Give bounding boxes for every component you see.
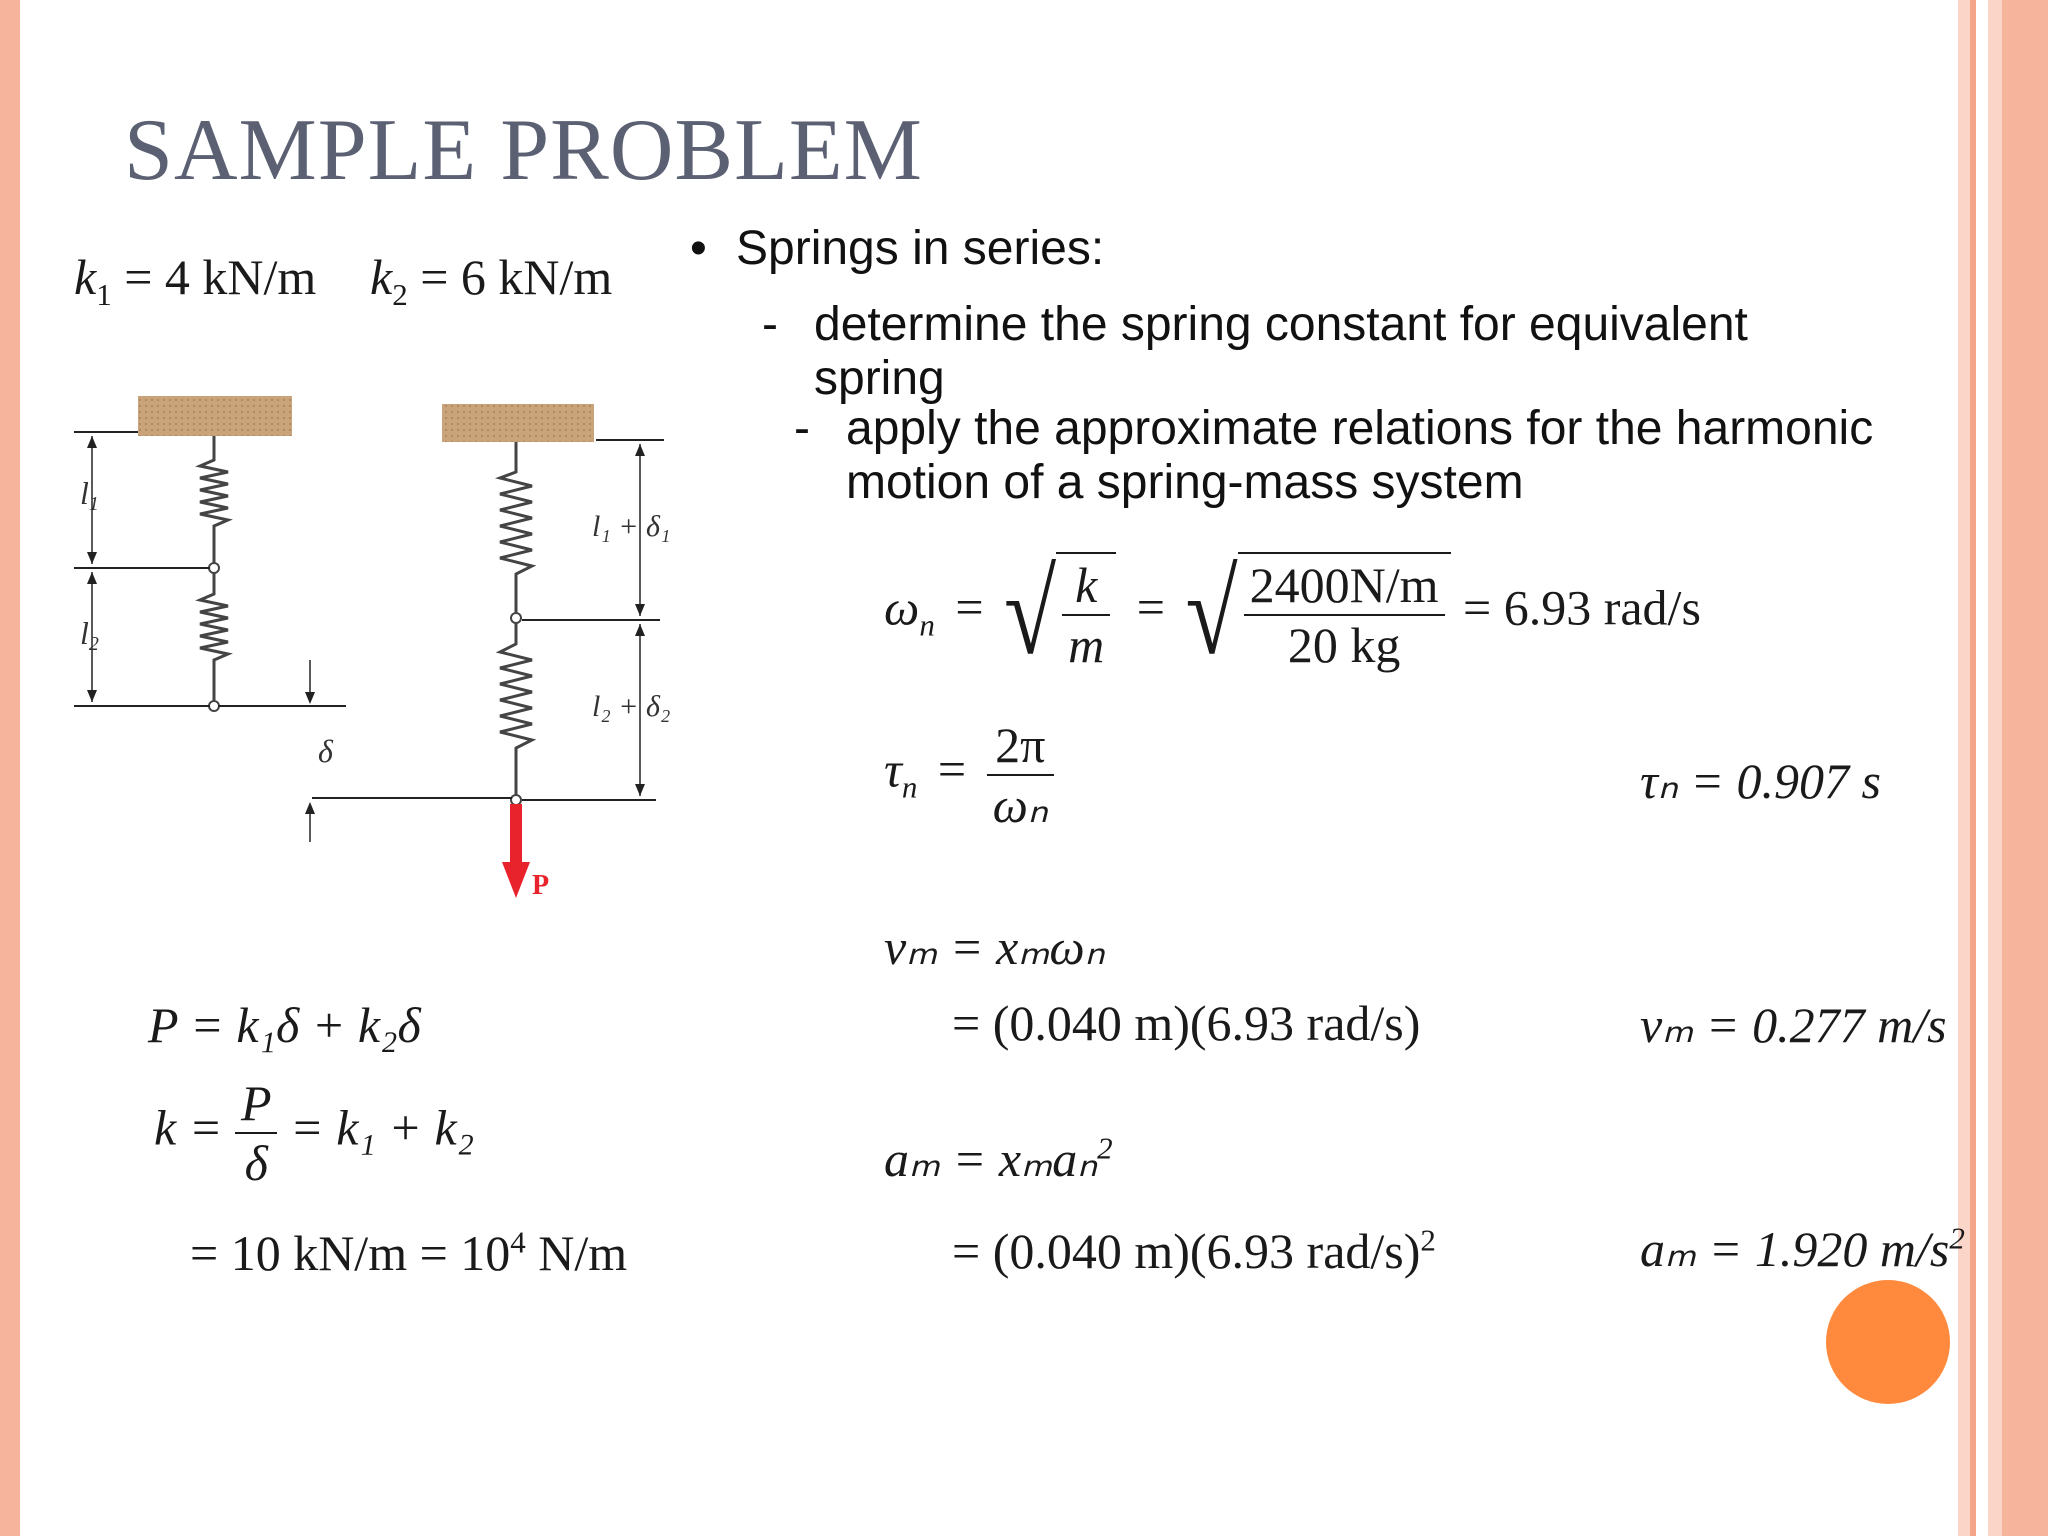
- right-stripe-band: [2002, 0, 2048, 1536]
- bullet-dot-icon: •: [690, 222, 707, 275]
- am-result: [1640, 1220, 1965, 1278]
- label-l2-delta2: l₂ + δ₂: [592, 690, 671, 723]
- k-eq-rhs: = k₁ + k₂: [289, 1099, 475, 1156]
- spring-diagram: [60, 380, 700, 940]
- right-support-block: [442, 404, 594, 442]
- bullet-main: [690, 222, 1104, 276]
- sqrt-2: [1238, 552, 1451, 674]
- bullet-sub-2-text: apply the approximate relations for the harmonic motion of a spring-mass system: [846, 402, 1874, 509]
- eq-k-equivalent: [154, 1074, 474, 1192]
- k-fraction: [235, 1074, 278, 1192]
- am-result-text: aₘ = 1.920 m/s: [1640, 1221, 1950, 1277]
- k-value-unit: N/m: [525, 1225, 628, 1281]
- tau-fraction-num: 2π: [987, 716, 1054, 776]
- k2-symbol: k: [370, 249, 393, 305]
- bullet-sub-1: [762, 298, 1862, 406]
- sqrt-1: [1056, 552, 1116, 674]
- k-fraction-den: δ: [244, 1135, 268, 1191]
- left-stripe: [0, 0, 20, 1536]
- left-spring-1: [200, 436, 228, 566]
- omega-result: = 6.93 rad/s: [1463, 579, 1701, 636]
- eq-k-value: [190, 1224, 627, 1282]
- tau-sub: n: [901, 769, 918, 805]
- k1-value: = 4 kN/m: [124, 249, 317, 305]
- label-l1: l1: [80, 475, 99, 515]
- right-stripe-light-2: [1988, 0, 2002, 1536]
- force-arrow-shaft: [510, 804, 522, 862]
- eq-tau: [884, 716, 1054, 834]
- eq-omega: [884, 546, 1701, 679]
- dash-icon-2: -: [794, 402, 810, 455]
- am-line1-exp: 2: [1097, 1130, 1113, 1166]
- k2-sub: 2: [392, 277, 408, 312]
- left-node-2: [209, 701, 219, 711]
- label-force: P: [532, 870, 550, 901]
- k-eq-lhs: k =: [154, 1099, 223, 1156]
- equals-1: =: [955, 579, 984, 636]
- k2-value: = 6 kN/m: [420, 249, 613, 305]
- equals-3: =: [937, 741, 967, 798]
- sqrt-icon-2: √: [1185, 546, 1238, 679]
- right-node-1: [511, 613, 521, 623]
- bullet-sub-1-text: determine the spring constant for equivalent spring: [814, 298, 1748, 405]
- eq-vm-line1: vₘ = xₘωₙ: [884, 919, 1105, 975]
- omega-symbol: ω: [884, 579, 920, 636]
- equals-2: =: [1136, 579, 1165, 636]
- am-line1-text: aₘ = xₘaₙ: [884, 1131, 1098, 1187]
- sqrt-icon-1: √: [1004, 546, 1057, 679]
- page-title: SAMPLE PROBLEM: [124, 102, 923, 199]
- eq-force-balance-text: P = k₁δ + k₂δ: [148, 997, 421, 1053]
- tau-symbol: τ: [884, 741, 902, 798]
- bullet-sub-2: [794, 402, 1934, 510]
- k1-symbol: k: [74, 249, 97, 305]
- am-line2-exp: 2: [1420, 1222, 1436, 1258]
- right-spring-1: [500, 442, 532, 614]
- vm-result: vₘ = 0.277 m/s: [1640, 997, 1947, 1053]
- left-node-1: [209, 563, 219, 573]
- label-delta: δ: [318, 733, 333, 769]
- dash-icon-1: -: [762, 298, 778, 351]
- force-arrow-head: [502, 862, 530, 898]
- am-result-exp: 2: [1949, 1220, 1965, 1256]
- tau-result: τₙ = 0.907 s: [1640, 753, 1882, 809]
- k-fraction-num: P: [235, 1074, 278, 1134]
- sqrt-frac-1-num: k: [1062, 556, 1110, 616]
- given-k2: [370, 248, 613, 312]
- sqrt-frac-1-den: m: [1068, 617, 1105, 673]
- sqrt-frac-2-den: 20 kg: [1287, 617, 1401, 673]
- label-l1-delta1: l₁ + δ₁: [592, 510, 671, 543]
- label-l2: l2: [80, 615, 99, 655]
- tau-fraction: [987, 716, 1054, 834]
- am-line2-text: = (0.040 m)(6.93 rad/s): [952, 1223, 1421, 1279]
- eq-am-line1: [884, 1130, 1113, 1188]
- eq-force-balance: [148, 996, 421, 1054]
- right-stripe-salmon: [1970, 0, 1976, 1536]
- sqrt-frac-2-num: 2400N/m: [1244, 556, 1445, 616]
- right-stripe-light: [1958, 0, 1970, 1536]
- omega-sub: n: [919, 607, 935, 643]
- orange-circle-decoration: [1826, 1280, 1950, 1404]
- sqrt-frac-1: [1062, 556, 1110, 674]
- k-value-text: = 10 kN/m = 10: [190, 1225, 511, 1281]
- given-k1: [74, 248, 317, 312]
- bullet-main-text: Springs in series:: [736, 222, 1105, 275]
- eq-am-line2: [952, 1222, 1436, 1280]
- k1-sub: 1: [96, 277, 112, 312]
- k-value-exp: 4: [510, 1224, 526, 1260]
- right-node-2: [511, 795, 521, 805]
- left-spring-2: [200, 573, 228, 702]
- eq-vm-line2: = (0.040 m)(6.93 rad/s): [952, 995, 1421, 1051]
- left-support-block: [138, 396, 292, 436]
- sqrt-frac-2: [1244, 556, 1445, 674]
- right-spring-2: [500, 623, 532, 796]
- tau-fraction-den: ωₙ: [992, 777, 1048, 833]
